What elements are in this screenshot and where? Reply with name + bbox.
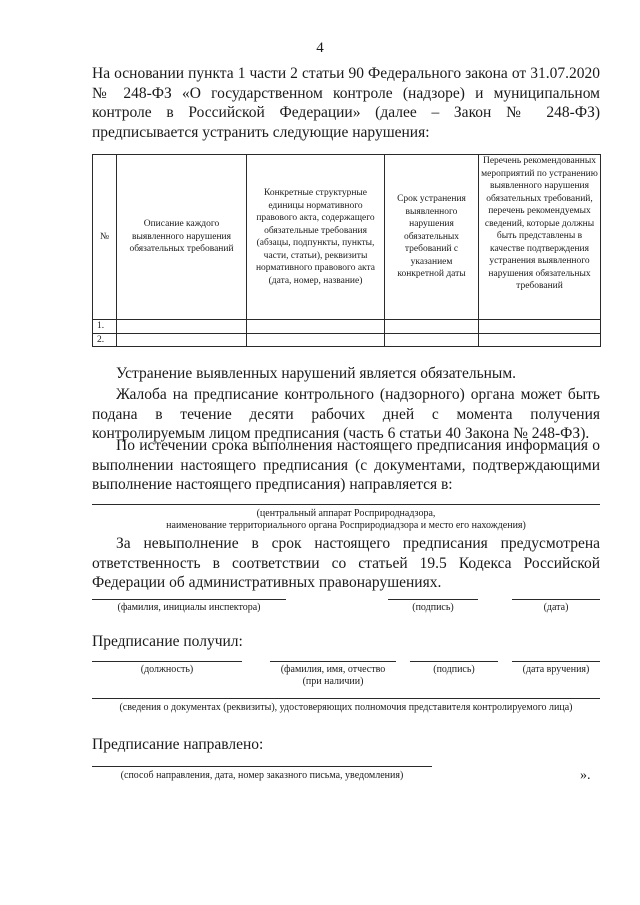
- caption-signature: (подпись): [412, 602, 454, 613]
- method-line: [92, 766, 432, 767]
- caption-central-2: наименование территориального органа Росприродиадзора и место его нахождения): [166, 520, 526, 531]
- name-line: [270, 661, 396, 662]
- header-number: №: [93, 155, 117, 320]
- mandatory-paragraph: Устранение выявленных нарушений является обязательным.: [116, 365, 517, 382]
- date-line: [512, 599, 600, 600]
- table-header-row: [93, 155, 601, 320]
- caption-date: (дата): [543, 602, 569, 613]
- caption-name-1: (фамилия, имя, отчество: [280, 664, 386, 675]
- header-legal-units: Конкретные структурные единицы нормативного правового акта, содержащего обязательные требования (абзацы, подпункты, пункты, части, статьи), реквизиты нормативного правового акта (дата, номер, название): [247, 155, 385, 320]
- page-number: 4: [316, 40, 324, 56]
- table-row: [93, 333, 601, 347]
- delivery-date-line: [512, 661, 600, 662]
- header-description: Описание каждого выявленного нарушения обязательных требований: [117, 155, 247, 320]
- recipient-line: [92, 504, 600, 505]
- signature-line: [388, 599, 478, 600]
- sent-label: Предписание направлено:: [92, 736, 264, 753]
- caption-inspector: (фамилия, инициалы инспектора): [117, 602, 261, 613]
- inspector-line: [92, 599, 286, 600]
- caption-method: (способ направления, дата, номер заказного письма, уведомления): [120, 770, 404, 781]
- caption-position: (должность): [140, 664, 194, 675]
- position-line: [92, 661, 242, 662]
- signature2-line: [410, 661, 498, 662]
- intro-paragraph: На основании пункта 1 части 2 статьи 90 Федерального закона от 31.07.2020 № 248-ФЗ «О государственном контроле (надзоре) и муниципальном контроле в Российской Федерации» (далее – Закон № 248-ФЗ) предписывается устранить следующие нарушения:: [92, 65, 600, 141]
- header-deadline: Срок устранения выявленного нарушения обязательных требований с указанием конкретной даты: [385, 155, 479, 320]
- complaint-paragraph: Жалоба на предписание контрольного (надзорного) органа может быть подана в течение десяти рабочих дней с момента получения контролируемым лицом предписания (часть 6 статьи 40 Закона № 248-ФЗ).: [92, 386, 600, 442]
- caption-delivery-date: (дата вручения): [522, 664, 590, 675]
- table-row: [93, 320, 601, 334]
- row-number: 2.: [93, 333, 117, 347]
- documents-line: [92, 698, 600, 699]
- expiry-paragraph: По истечении срока выполнения настоящего предписания информация о выполнении настоящего предписания (с документами, подтверждающими выполнение настоящего предписания) направляется в:: [92, 437, 600, 493]
- row-number: 1.: [93, 320, 117, 334]
- violations-table: [92, 154, 601, 347]
- received-label: Предписание получил:: [92, 633, 243, 650]
- caption-documents: (сведения о документах (реквизиты), удостоверяющих полномочия представителя контролируемого лица): [119, 702, 573, 713]
- caption-signature2: (подпись): [433, 664, 475, 675]
- caption-name-2: (при наличии): [302, 676, 364, 687]
- header-measures: Перечень рекомендованных мероприятий по устранению выявленного нарушения обязательных требований, перечень рекомендуемых сведений, которые должны быть представлены в качестве подтверждения устранения выявленного нарушения обязательных требований: [479, 155, 601, 320]
- liability-paragraph: За невыполнение в срок настоящего предписания предусмотрена ответственность в соответствии со статьей 19.5 Кодекса Российской Федерации об административных правонарушениях.: [92, 535, 600, 591]
- caption-central-1: (центральный аппарат Росприроднадзора,: [256, 508, 436, 519]
- closing-quote: ».: [580, 768, 591, 783]
